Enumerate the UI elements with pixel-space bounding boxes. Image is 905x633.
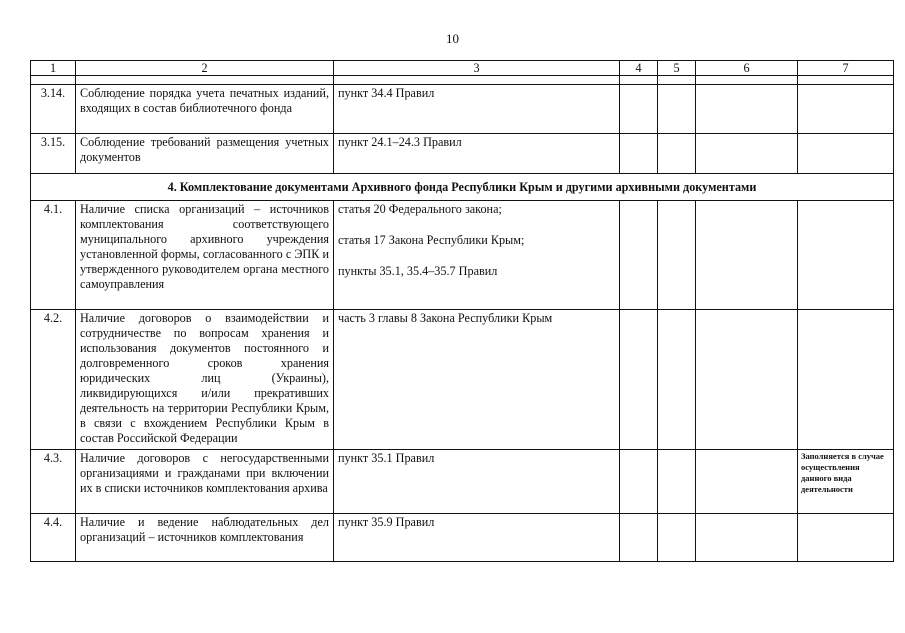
section-row xyxy=(31,174,894,201)
column-number: 4 xyxy=(620,61,658,76)
requirement-text: Наличие договоров о взаимодействии и сотрудничестве по вопросам хранения и использования документов постоянного и долговременного сроков хранения юридических лиц (Украины), ликвидирующихся и/или прекративших деятельность на территории Республики Крым, в связи с вхождением Республики Крым в состав Российской Федерации xyxy=(76,310,334,450)
requirement-text: Наличие договоров с негосударственными организациями и гражданами при включении их в списки источников комплектования архива xyxy=(76,450,334,514)
legal-basis: пункт 35.9 Правил xyxy=(334,514,620,562)
legal-basis-line: статья 17 Закона Республики Крым; xyxy=(338,233,525,247)
inspection-table xyxy=(30,60,894,562)
row-number: 3.15. xyxy=(31,134,76,174)
requirement-text: Наличие списка организаций – источников комплектования соответствующего муниципального архивного учреждения установленной формы, согласованного с ЭПК и утвержденного руководителем органа местного самоуправления xyxy=(76,201,334,310)
column-number: 5 xyxy=(658,61,696,76)
row-number: 4.4. xyxy=(31,514,76,562)
spacer-row xyxy=(31,76,894,85)
column-number: 6 xyxy=(696,61,798,76)
column-number: 2 xyxy=(76,61,334,76)
row-number: 4.1. xyxy=(31,201,76,310)
table-row xyxy=(31,310,894,450)
page-number: 10 xyxy=(446,31,459,46)
column-number: 3 xyxy=(334,61,620,76)
requirement-text: Наличие и ведение наблюдательных дел организаций – источников комплектования xyxy=(76,514,334,562)
table-row xyxy=(31,134,894,174)
requirement-text: Соблюдение требований размещения учетных документов xyxy=(76,134,334,174)
column-number: 1 xyxy=(31,61,76,76)
legal-basis: пункт 34.4 Правил xyxy=(334,85,620,134)
column-number-row xyxy=(31,61,894,76)
table-row xyxy=(31,450,894,514)
row-number: 4.2. xyxy=(31,310,76,450)
row-number: 3.14. xyxy=(31,85,76,134)
row-number: 4.3. xyxy=(31,450,76,514)
section-heading: 4. Комплектование документами Архивного фонда Республики Крым и другими архивными документами xyxy=(31,174,894,201)
legal-basis xyxy=(334,201,620,310)
legal-basis-line: пункты 35.1, 35.4–35.7 Правил xyxy=(338,264,498,278)
table-row xyxy=(31,514,894,562)
requirement-text: Соблюдение порядка учета печатных изданий, входящих в состав библиотечного фонда xyxy=(76,85,334,134)
column-number: 7 xyxy=(798,61,894,76)
table-row xyxy=(31,201,894,310)
remark-note: Заполняется в случае осуществления данного вида деятельности xyxy=(798,450,894,514)
table-row xyxy=(31,85,894,134)
legal-basis: пункт 35.1 Правил xyxy=(334,450,620,514)
legal-basis: часть 3 главы 8 Закона Республики Крым xyxy=(334,310,620,450)
legal-basis: пункт 24.1–24.3 Правил xyxy=(334,134,620,174)
legal-basis-line: статья 20 Федерального закона; xyxy=(338,202,502,216)
